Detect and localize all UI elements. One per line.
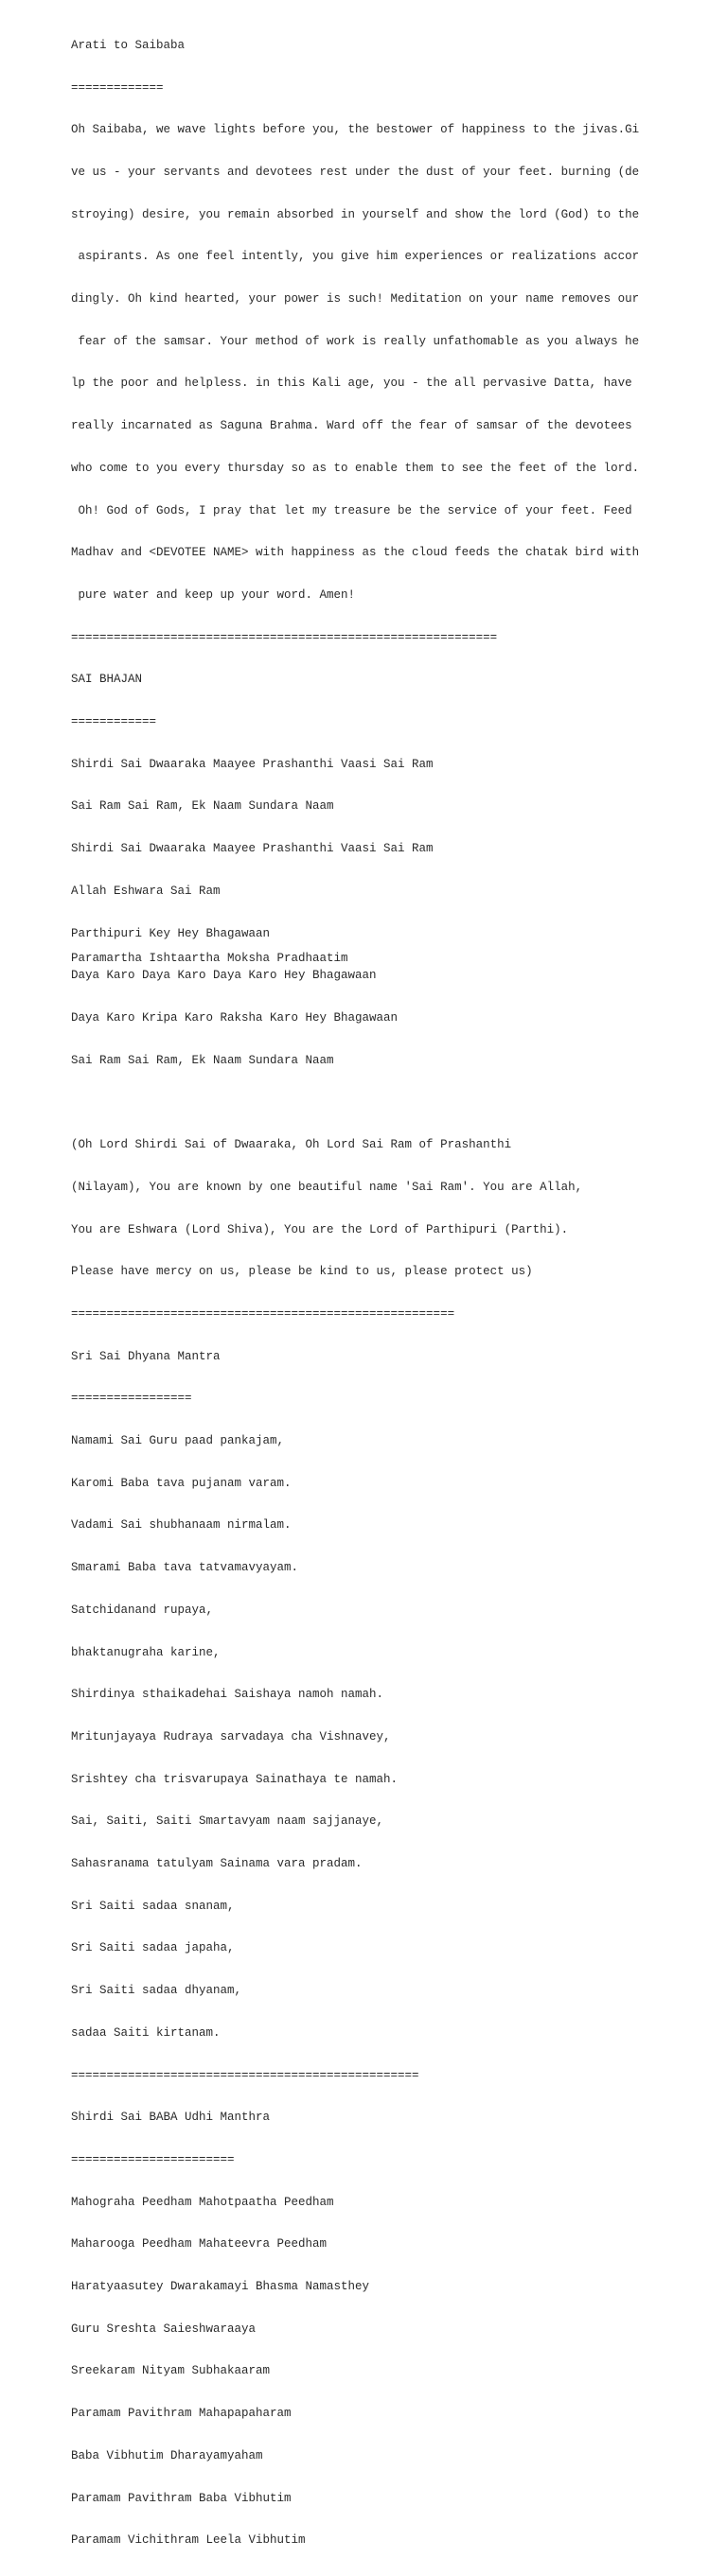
divider: ======================= (71, 2152, 235, 2166)
document-text (71, 10, 715, 2576)
paragraph-line: pure water and keep up your word. Amen! (71, 587, 356, 602)
bhajan-line: Daya Karo Kripa Karo Raksha Karo Hey Bhagawaan (71, 1010, 399, 1025)
paragraph-line: stroying) desire, you remain absorbed in yourself and show the lord (God) to the (71, 207, 640, 221)
section-heading: Sri Sai Dhyana Mantra (71, 1349, 221, 1363)
mantra-line: Sahasranama tatulyam Sainama vara pradam. (71, 1857, 363, 1871)
bhajan-line: Sai Ram Sai Ram, Ek Naam Sundara Naam (71, 799, 334, 814)
divider: ================= (71, 1392, 192, 1406)
paragraph-line: who come to you every thursday so as to enable them to see the feet of the lord. (71, 461, 640, 475)
divider: ====================================================== (71, 1306, 455, 1321)
manthra-line: Baba Vibhutim Dharayamyaham (71, 2448, 263, 2462)
paragraph-line: Madhav and <DEVOTEE NAME> with happiness as the cloud feeds the chatak bird with (71, 546, 640, 560)
translation-line: You are Eshwara (Lord Shiva), You are the Lord of Parthipuri (Parthi). (71, 1222, 569, 1236)
section-heading: SAI BHAJAN (71, 673, 143, 687)
mantra-line: Karomi Baba tava pujanam varam. (71, 1476, 292, 1490)
manthra-line: Sreekaram Nityam Subhakaaram (71, 2364, 271, 2378)
mantra-line: Srishtey cha trisvarupaya Sainathaya te namah. (71, 1772, 399, 1786)
bhajan-line: Daya Karo Daya Karo Daya Karo Hey Bhagawaan (71, 969, 377, 983)
mantra-line: Sri Saiti sadaa dhyanam, (71, 1984, 242, 1998)
section-heading: Shirdi Sai BABA Udhi Manthra (71, 2111, 271, 2125)
paragraph-line: dingly. Oh kind hearted, your power is such! Meditation on your name removes our (71, 292, 640, 307)
mantra-line: Sai, Saiti, Saiti Smartavyam naam sajjanaye, (71, 1814, 384, 1829)
translation-line: Please have mercy on us, please be kind to us, please protect us) (71, 1265, 533, 1279)
translation-line: (Oh Lord Shirdi Sai of Dwaaraka, Oh Lord Sai Ram of Prashanthi (71, 1138, 512, 1152)
footer-line: Paramartha Ishtaartha Moksha Pradhaatim (71, 952, 348, 965)
bhajan-line: Shirdi Sai Dwaaraka Maayee Prashanthi Vaasi Sai Ram (71, 842, 434, 856)
bhajan-line: Sai Ram Sai Ram, Ek Naam Sundara Naam (71, 1053, 334, 1067)
mantra-line: Satchidanand rupaya, (71, 1603, 214, 1617)
bhajan-line: Allah Eshwara Sai Ram (71, 884, 221, 898)
manthra-line: Mahograha Peedham Mahotpaatha Peedham (71, 2195, 334, 2209)
mantra-line: Shirdinya sthaikadehai Saishaya namoh namah. (71, 1688, 384, 1702)
doc-title: Arati to Saibaba (71, 38, 186, 52)
mantra-line: Smarami Baba tava tatvamavyayam. (71, 1561, 299, 1575)
paragraph-line: aspirants. As one feel intently, you give him experiences or realizations accor (71, 250, 640, 264)
blank-line (71, 1095, 715, 1110)
manthra-line: Maharooga Peedham Mahateevra Peedham (71, 2237, 328, 2252)
paragraph-line: really incarnated as Saguna Brahma. Ward off the fear of samsar of the devotees (71, 419, 632, 433)
manthra-line: Paramam Pavithram Mahapapaharam (71, 2407, 292, 2421)
paragraph-line: ve us - your servants and devotees rest under the dust of your feet. burning (de (71, 165, 640, 179)
mantra-line: sadaa Saiti kirtanam. (71, 2025, 221, 2040)
mantra-line: Mritunjayaya Rudraya sarvadaya cha Vishnavey, (71, 1729, 391, 1744)
mantra-line: Namami Sai Guru paad pankajam, (71, 1434, 285, 1448)
manthra-line: Haratyaasutey Dwarakamayi Bhasma Namasthey (71, 2280, 370, 2294)
mantra-line: Sri Saiti sadaa snanam, (71, 1899, 235, 1913)
manthra-line: Paramam Pavithram Baba Vibhutim (71, 2491, 292, 2505)
paragraph-line: fear of the samsar. Your method of work is really unfathomable as you always he (71, 334, 640, 348)
mantra-line: Sri Saiti sadaa japaha, (71, 1941, 235, 1955)
divider: ============================================================ (71, 630, 498, 644)
mantra-line: bhaktanugraha karine, (71, 1645, 221, 1659)
paragraph-line: Oh! God of Gods, I pray that let my treasure be the service of your feet. Feed (71, 503, 632, 517)
paragraph-line: Oh Saibaba, we wave lights before you, the bestower of happiness to the jivas.Gi (71, 123, 640, 137)
bhajan-line: Shirdi Sai Dwaaraka Maayee Prashanthi Vaasi Sai Ram (71, 757, 434, 771)
divider: ================================================= (71, 2068, 419, 2082)
manthra-line: Paramam Vichithram Leela Vibhutim (71, 2533, 306, 2548)
translation-line: (Nilayam), You are known by one beautiful name 'Sai Ram'. You are Allah, (71, 1180, 583, 1194)
divider: ============= (71, 80, 164, 95)
paragraph-line: lp the poor and helpless. in this Kali age, you - the all pervasive Datta, have (71, 377, 632, 391)
divider: ============ (71, 715, 157, 729)
bhajan-line: Parthipuri Key Hey Bhagawaan (71, 926, 271, 940)
manthra-line: Guru Sreshta Saieshwaraaya (71, 2322, 257, 2336)
mantra-line: Vadami Sai shubhanaam nirmalam. (71, 1518, 292, 1533)
